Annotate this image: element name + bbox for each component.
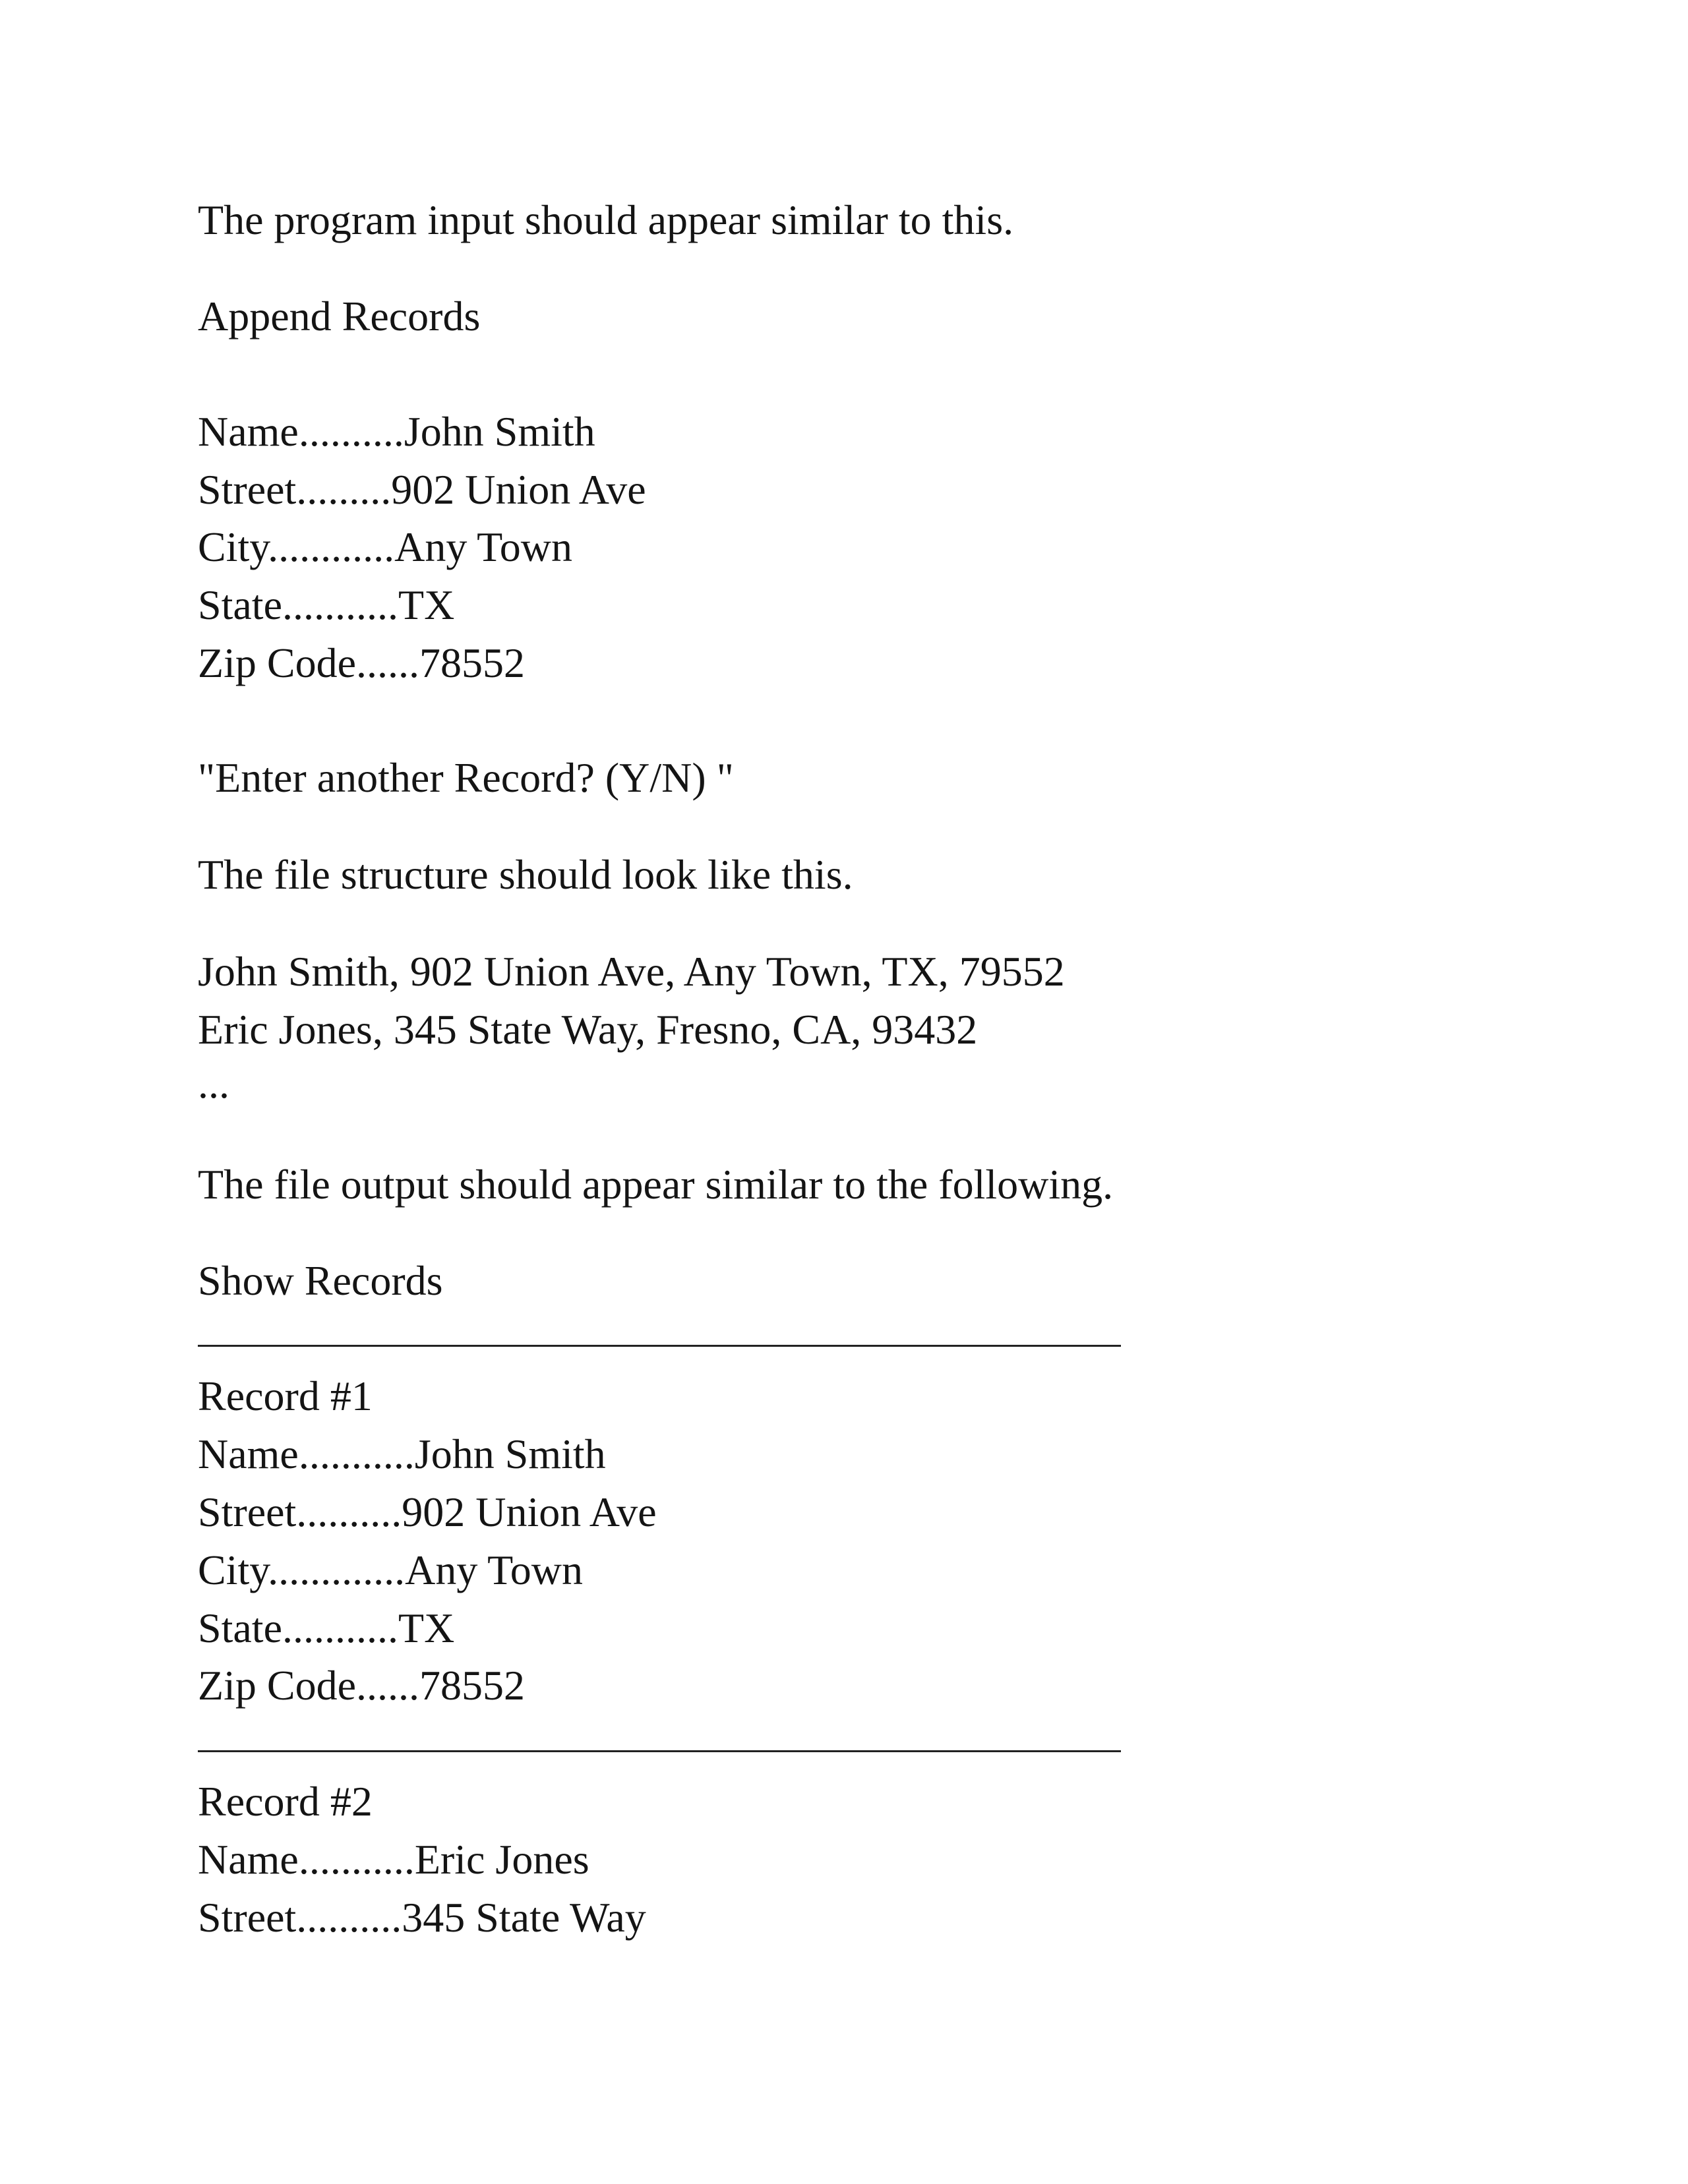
record-1-street-line: Street..........902 Union Ave [198, 1489, 657, 1535]
record-2-label: Record #2 [198, 1778, 373, 1825]
record-separator [198, 1750, 1121, 1752]
file-structure-heading: The file structure should look like this. [198, 851, 853, 898]
record-separator [198, 1345, 1121, 1347]
input-zip-line: Zip Code......78552 [198, 639, 525, 686]
enter-another-prompt: "Enter another Record? (Y/N) " [198, 754, 734, 801]
input-heading: The program input should appear similar to this. [198, 196, 1014, 243]
input-street-line: Street.........902 Union Ave [198, 466, 646, 513]
record-1-name-line: Name...........John Smith [198, 1431, 606, 1477]
file-output-heading: The file output should appear similar to the following. [198, 1161, 1114, 1208]
file-line-1: John Smith, 902 Union Ave, Any Town, TX, 79552 [198, 948, 1065, 995]
show-records-title: Show Records [198, 1257, 443, 1304]
file-line-2: Eric Jones, 345 State Way, Fresno, CA, 93432 [198, 1006, 978, 1053]
input-state-line: State...........TX [198, 581, 455, 628]
record-1-state-line: State...........TX [198, 1605, 455, 1651]
input-name-line: Name..........John Smith [198, 408, 595, 455]
record-1-label: Record #1 [198, 1372, 373, 1419]
record-1-city-line: City.............Any Town [198, 1547, 583, 1593]
append-records-title: Append Records [198, 293, 481, 339]
record-2-name-line: Name...........Eric Jones [198, 1836, 589, 1883]
record-1-zip-line: Zip Code......78552 [198, 1662, 525, 1709]
file-line-ellipsis: ... [198, 1060, 229, 1107]
record-2-street-line: Street..........345 State Way [198, 1894, 646, 1941]
input-city-line: City............Any Town [198, 523, 572, 570]
